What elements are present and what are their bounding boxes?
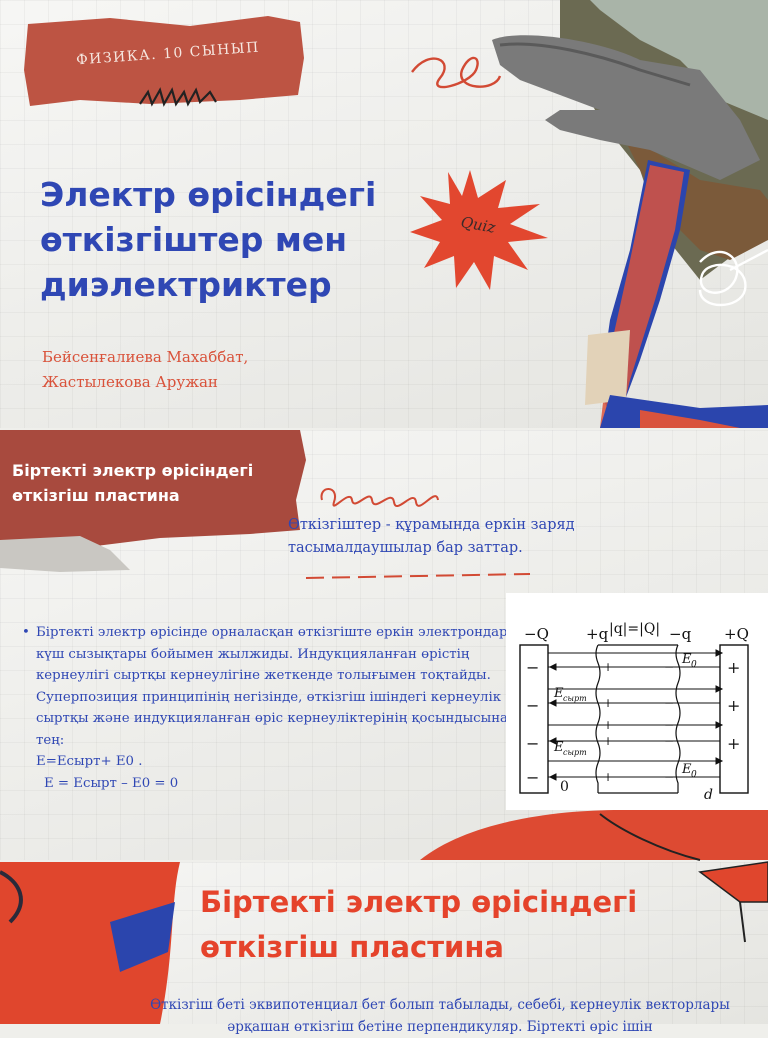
quiz-label: Quiz xyxy=(459,212,497,237)
minus-sign: − xyxy=(664,660,675,674)
explanation-list xyxy=(22,622,508,794)
presentation-title: Электр өрісіндегі өткізгіштер мен диэлектриктер xyxy=(40,175,377,304)
equipotential-slide xyxy=(0,862,768,1035)
minus-sign: − xyxy=(526,768,540,787)
title-slide xyxy=(0,0,768,428)
plus-sign: + xyxy=(603,734,614,748)
plus-sign: + xyxy=(727,696,741,715)
bullet: • xyxy=(22,625,30,640)
minus-sign: − xyxy=(664,696,675,710)
minus-sign: − xyxy=(664,718,675,732)
subject-label: ФИЗИКА. 10 СЫНЫП xyxy=(75,39,261,69)
plus-sign: + xyxy=(603,718,614,732)
label-Eout: E xyxy=(554,740,564,755)
authors: Бейсенғалиева Махаббат, Жастылекова Аружан xyxy=(42,348,249,391)
minus-sign: − xyxy=(664,734,675,748)
label-d: d xyxy=(704,787,713,803)
label-minus-Q: −Q xyxy=(524,625,549,643)
beige-tape xyxy=(585,330,630,405)
plus-sign: + xyxy=(603,696,614,710)
label-E0: E xyxy=(682,652,692,667)
label-minus-q: −q xyxy=(669,625,692,643)
minus-sign: − xyxy=(664,770,675,784)
label-zero: 0 xyxy=(560,779,569,795)
plus-sign: + xyxy=(603,660,614,674)
plus-sign: + xyxy=(603,770,614,784)
plus-sign: + xyxy=(727,734,741,753)
minus-sign: − xyxy=(526,658,540,677)
conductor-plate-slide xyxy=(0,430,768,860)
formula-zero-field: E = Eсырт – E0 = 0 xyxy=(44,775,179,791)
dashed-underline xyxy=(306,574,530,578)
label-E0: E xyxy=(682,762,692,777)
label-plus-Q: +Q xyxy=(724,625,749,643)
explanation-paragraph: Біртекті электр өрісінде орналасқан өткізгіште еркін электрондар күш сызықтары бойымен жылжиды. Индукцияланған өрістің кернеулігі сыртқы кернеулігіне жеткенде толығымен тоқтайды. Суперпозиция принципінің негізінде, өткізгіш ішіндегі кернеулік сыртқы және индукцияланған өріс кернеуліктерінің қосындысына тең: xyxy=(36,625,508,748)
quiz-badge xyxy=(440,200,540,260)
slide2-title: Біртекті электр өрісіндегі өткізгіш пластина xyxy=(12,461,254,505)
scribble-loops xyxy=(412,58,500,87)
label-E0-sub: 0 xyxy=(691,660,697,670)
minus-sign: − xyxy=(526,734,540,753)
list-item xyxy=(22,622,508,773)
induced-charges xyxy=(603,660,674,784)
label-E0-sub: 0 xyxy=(691,770,697,780)
label-charge-equality: |q|=|Q| xyxy=(609,621,661,637)
red-squiggle xyxy=(322,489,438,506)
plate-charges xyxy=(526,658,740,787)
formula-superposition: E=Eсырт+ E0 . xyxy=(36,754,143,769)
label-plus-q: +q xyxy=(586,625,609,643)
label-Eout-sub: сырт xyxy=(563,748,587,757)
conductor-definition: Өткізгіштер - құрамында еркін заряд тасымалдаушылар бар заттар. xyxy=(288,517,575,556)
list-item-continuation xyxy=(22,773,508,795)
minus-sign: − xyxy=(526,696,540,715)
label-Eout: E xyxy=(554,686,564,701)
conductor-plate-diagram xyxy=(506,593,768,810)
label-Eout-sub: сырт xyxy=(563,694,587,703)
red-corner-shape xyxy=(420,810,768,860)
plus-sign: + xyxy=(727,658,741,677)
slide3-body: Өткізгіш беті эквипотенциал бет болып табылады, себебі, кернеулік векторлары әрқашан өткізгіш бетіне перпендикуляр. Біртекті өріс ішін xyxy=(150,997,730,1035)
slide3-title: Біртекті электр өрісіндегі өткізгіш пластина xyxy=(200,885,638,964)
